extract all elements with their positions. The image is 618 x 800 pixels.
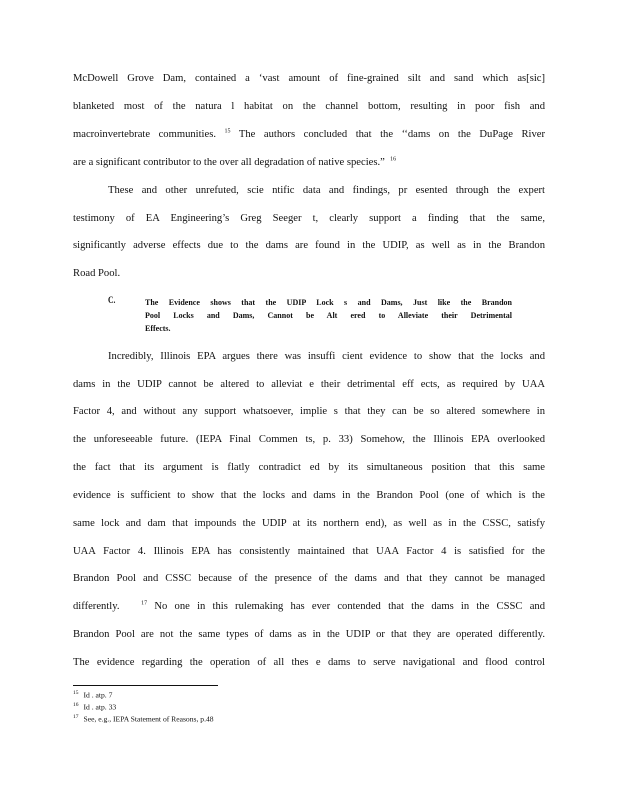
body-line: Road Pool. <box>73 268 121 279</box>
section-heading-line: Effects. <box>145 324 171 333</box>
footnote-text: Id . atp. 7 <box>83 690 113 700</box>
body-text: The authors concluded that the ‘‘dams on the DuPage River <box>230 129 546 140</box>
section-letter: C. <box>108 296 116 306</box>
footnote-number: 15 <box>73 690 79 696</box>
body-line: the fact that its argument is flatly contradict ed by its simultaneous position that this same <box>73 462 545 473</box>
body-line <box>73 600 545 614</box>
footnote-marker: 16 <box>390 156 397 163</box>
footnote-marker: 15 <box>224 128 231 135</box>
footnote <box>73 689 112 700</box>
body-line <box>73 156 396 170</box>
body-line: dams in the UDIP cannot be altered to alleviat e their detrimental eff ects, as required by UAA <box>73 379 545 390</box>
body-line: testimony of EA Engineering’s Greg Seeger t, clearly support a finding that the same, <box>73 213 545 224</box>
body-line: evidence is sufficient to show that the locks and dams in the Brandon Pool (one of which is the <box>73 490 545 501</box>
body-line: UAA Factor 4. Illinois EPA has consistently maintained that UAA Factor 4 is satisfied for the <box>73 546 545 557</box>
body-line: Brandon Pool are not the same types of dams as in the UDIP or that they are operated differently. <box>73 629 545 640</box>
body-text: differently. <box>73 601 120 612</box>
body-line: blanketed most of the natura l habitat on the channel bottom, resulting in poor fish and <box>73 101 545 112</box>
body-line: Brandon Pool and CSSC because of the presence of the dams and that they cannot be managed <box>73 573 545 584</box>
body-line: the unforeseeable future. (IEPA Final Commen ts, p. 33) Somehow, the Illinois EPA overlooked <box>73 434 545 445</box>
footnote-text: Id . atp. 33 <box>83 702 117 712</box>
footnote <box>73 701 116 712</box>
body-text: No one in this rulemaking has ever contended that the dams in the CSSC and <box>147 601 545 612</box>
body-line: significantly adverse effects due to the dams are found in the UDIP, as well as in the Brandon <box>73 240 545 251</box>
body-text: macroinvertebrate communities. <box>73 129 216 140</box>
body-line <box>73 128 545 142</box>
footnote-divider <box>73 685 218 686</box>
footnote-marker: 17 <box>141 600 148 607</box>
section-heading-line: The Evidence shows that the UDIP Lock s and Dams, Just like the Brandon <box>145 298 512 307</box>
section-heading-line: Pool Locks and Dams, Cannot be Alt ered to Alleviate their Detrimental <box>145 311 512 320</box>
body-line: The evidence regarding the operation of all thes e dams to serve navigational and flood control <box>73 657 545 668</box>
body-line: These and other unrefuted, scie ntific data and findings, pr esented through the expert <box>108 185 545 196</box>
body-text: are a significant contributor to the over all degradation of native species.” <box>73 157 385 168</box>
body-line: McDowell Grove Dam, contained a ‘vast amount of fine-grained silt and sand which as[sic] <box>73 73 545 84</box>
body-line: same lock and dam that impounds the UDIP at its northern end), as well as in the CSSC, satisfy <box>73 518 545 529</box>
footnote-number: 16 <box>73 702 79 708</box>
body-line: Factor 4, and without any support whatsoever, implie s that they can be so altered somewhere in <box>73 406 545 417</box>
body-line: Incredibly, Illinois EPA argues there was insuffi cient evidence to show that the locks and <box>108 351 545 362</box>
footnote-text: See, e.g., IEPA Statement of Reasons, p.48 <box>83 714 214 724</box>
footnote-number: 17 <box>73 714 79 720</box>
footnote <box>73 713 214 724</box>
